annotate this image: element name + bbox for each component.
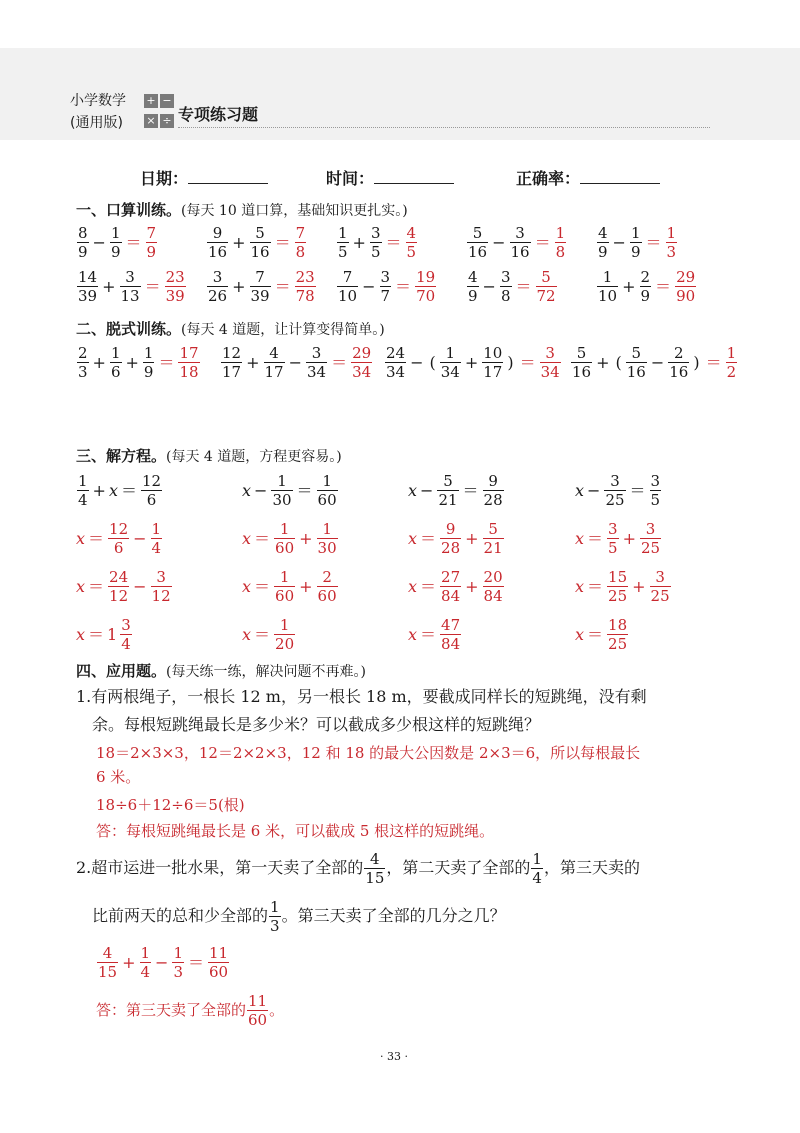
minus-icon: −: [160, 94, 174, 108]
oral-exercise: $\frac{5}{16}$ − $\frac{3}{16}$ ＝ $\frac{1}{8}$: [468, 224, 566, 261]
fraction: $\frac{7}{39}$: [250, 268, 270, 305]
fraction: $\frac{3}{5}$: [650, 472, 661, 509]
header-divider: [178, 127, 710, 128]
fraction: $\frac{7}{8}$: [295, 224, 306, 261]
fraction: $\frac{1}{4}$: [78, 472, 88, 509]
fraction: $\frac{2}{3}$: [78, 344, 88, 381]
equation-step: x ＝ $\frac{24}{12}$ − $\frac{3}{12}$: [76, 568, 171, 605]
operator: +: [102, 276, 116, 296]
fraction: $\frac{2}{16}$: [669, 344, 689, 381]
fraction: $\frac{14}{39}$: [78, 268, 98, 305]
fraction: $\frac{18}{25}$: [608, 616, 628, 653]
fraction: $\frac{1}{4}$: [151, 520, 162, 557]
fraction: $\frac{5}{16}$: [250, 224, 270, 261]
oral-exercise: $\frac{4}{9}$ − $\frac{1}{9}$ ＝ $\frac{1}{3}$: [598, 224, 677, 261]
fraction: $\frac{24}{34}$: [386, 344, 406, 381]
fraction: $\frac{9}{28}$: [441, 520, 461, 557]
variable-x: x: [242, 480, 252, 500]
oral-exercise: $\frac{3}{26}$ + $\frac{7}{39}$ ＝ $\frac{23}{78}$: [208, 268, 315, 305]
equation-step: x ＝ $\frac{9}{28}$ + $\frac{5}{21}$: [408, 520, 503, 557]
expansion-exercise: $\frac{12}{17}$ + $\frac{4}{17}$ − $\frac{3}{34}$ ＝ $\frac{29}{34}$: [222, 344, 372, 381]
fraction: $\frac{7}{9}$: [146, 224, 157, 261]
accuracy-field[interactable]: 正确率：: [516, 166, 660, 189]
oral-exercise: $\frac{9}{16}$ + $\frac{5}{16}$ ＝ $\frac{7}{8}$: [208, 224, 306, 261]
plus-icon: +: [144, 94, 158, 108]
problem-1-answer-line3: 18÷6＋12÷6＝5(根): [96, 796, 245, 814]
variable-x: x: [108, 480, 118, 500]
variable-x: x: [575, 624, 585, 644]
fraction: $\frac{3}{5}$: [370, 224, 381, 261]
variable-x: x: [76, 624, 86, 644]
variable-x: x: [76, 576, 86, 596]
fraction: $\frac{10}{17}$: [483, 344, 503, 381]
fraction: $\frac{3}{13}$: [120, 268, 140, 305]
fraction: $\frac{5}{72}$: [536, 268, 556, 305]
operator: −: [133, 576, 147, 596]
fraction: $\frac{4}{9}$: [468, 268, 478, 305]
fraction: $\frac{1}{2}$: [726, 344, 737, 381]
operator: +: [352, 232, 366, 252]
expansion-exercise: $\frac{24}{34}$ − ( $\frac{1}{34}$ + $\frac{10}{17}$ ) ＝ $\frac{3}{34}$: [386, 344, 560, 381]
oral-exercise: $\frac{4}{9}$ − $\frac{3}{8}$ ＝ $\frac{5}{72}$: [468, 268, 556, 305]
fraction: $\frac{29}{90}$: [676, 268, 696, 305]
operator: −: [482, 276, 496, 296]
operator: −: [612, 232, 626, 252]
oral-exercise: $\frac{7}{10}$ − $\frac{3}{7}$ ＝ $\frac{19}{70}$: [338, 268, 436, 305]
variable-x: x: [242, 576, 252, 596]
fraction: $\frac{4}{5}$: [406, 224, 417, 261]
expansion-exercise: $\frac{2}{3}$ + $\frac{1}{6}$ + $\frac{1}{9}$ ＝ $\frac{17}{18}$: [78, 344, 199, 381]
fraction: $\frac{12}{6}$: [142, 472, 162, 509]
operator: +: [299, 528, 313, 548]
fraction: $\frac{1}{34}$: [440, 344, 460, 381]
fraction: $\frac{1}{60}$: [275, 568, 295, 605]
oral-exercise: $\frac{14}{39}$ + $\frac{3}{13}$ ＝ $\frac{23}{39}$: [78, 268, 185, 305]
operator: −: [362, 276, 376, 296]
fraction: $\frac{3}{12}$: [151, 568, 171, 605]
fraction: $\frac{3}{5}$: [608, 520, 618, 557]
fraction: $\frac{1}{60}$: [317, 472, 337, 509]
fraction: $\frac{23}{39}$: [165, 268, 185, 305]
operator: +: [122, 952, 136, 972]
operator: +: [622, 528, 636, 548]
operator: −: [155, 952, 169, 972]
operator: +: [125, 352, 139, 372]
times-icon: ×: [144, 114, 158, 128]
fraction: $\frac{1}{8}$: [555, 224, 566, 261]
fraction: $\frac{24}{12}$: [109, 568, 129, 605]
equation: x − $\frac{1}{30}$ ＝ $\frac{1}{60}$: [242, 472, 337, 509]
problem-2-line1: 2.超市运进一批水果，第一天卖了全部的 $\frac{4}{15}$ ，第二天卖了全部的 $\frac{1}{4}$ ，第三天卖的: [76, 850, 640, 887]
fraction: $\frac{1}{30}$: [272, 472, 292, 509]
meta-row: [140, 166, 700, 190]
fraction: $\frac{9}{28}$: [483, 472, 503, 509]
variable-x: x: [408, 576, 418, 596]
fraction: $\frac{4}{17}$: [264, 344, 284, 381]
variable-x: x: [575, 480, 585, 500]
book-title: 专项练习题: [178, 105, 259, 124]
equation-solution: x ＝ $\frac{18}{25}$: [575, 616, 628, 653]
operator: +: [92, 480, 106, 500]
fraction: $\frac{7}{10}$: [338, 268, 358, 305]
divide-icon: ÷: [160, 114, 174, 128]
oral-exercise: $\frac{8}{9}$ − $\frac{1}{9}$ ＝ $\frac{7}{9}$: [78, 224, 157, 261]
fraction: $\frac{1}{30}$: [317, 520, 337, 557]
equation-step: x ＝ $\frac{15}{25}$ + $\frac{3}{25}$: [575, 568, 670, 605]
problem-1-answer-line2: 6 米。: [96, 768, 141, 786]
operator: +: [622, 276, 636, 296]
operator: −: [92, 232, 106, 252]
fraction: $\frac{3}{8}$: [500, 268, 511, 305]
section2-title: 二、脱式训练。(每天 4 道题，让计算变得简单。): [76, 320, 385, 338]
fraction: $\frac{5}{16}$: [572, 344, 592, 381]
fraction: $\frac{2}{9}$: [640, 268, 651, 305]
variable-x: x: [575, 576, 585, 596]
fraction: $\frac{3}{26}$: [208, 268, 228, 305]
equation-step: x ＝ $\frac{1}{60}$ + $\frac{1}{30}$: [242, 520, 337, 557]
fraction: $\frac{5}{16}$: [468, 224, 488, 261]
operator: +: [464, 352, 479, 372]
fraction: $\frac{1}{6}$: [110, 344, 121, 381]
fraction: $\frac{5}{21}$: [483, 520, 503, 557]
fraction: $\frac{17}{18}$: [179, 344, 199, 381]
operator: +: [596, 352, 610, 372]
operator: ＝: [188, 952, 205, 972]
fraction: $\frac{1}{9}$: [143, 344, 154, 381]
fraction: $\frac{3}{25}$: [650, 568, 670, 605]
operator: +: [465, 576, 479, 596]
section1-title: 一、口算训练。(每天 10 道口算，基础知识更扎实。): [76, 201, 408, 219]
fraction: $\frac{3}{34}$: [540, 344, 560, 381]
operator: +: [246, 352, 260, 372]
fraction: $\frac{3}{16}$: [510, 224, 530, 261]
fraction: $\frac{19}{70}$: [416, 268, 436, 305]
problem-1-line1: 1.有两根绳子，一根长 12 m，另一根长 18 m，要截成同样长的短跳绳，没有剩: [76, 687, 647, 706]
oral-exercise: $\frac{1}{5}$ + $\frac{3}{5}$ ＝ $\frac{4}{5}$: [338, 224, 417, 261]
equation-step: x ＝ $\frac{3}{5}$ + $\frac{3}{25}$: [575, 520, 661, 557]
operator: −: [587, 480, 601, 500]
problem-2-line2: 比前两天的总和少全部的 $\frac{1}{3}$ 。第三天卖了全部的几分之几？: [92, 898, 506, 935]
fraction: $\frac{1}{3}$: [270, 898, 280, 935]
fraction: $\frac{27}{84}$: [441, 568, 461, 605]
edition-label: (通用版): [70, 115, 123, 131]
operator-icons: [144, 92, 176, 130]
fraction: $\frac{3}{25}$: [641, 520, 661, 557]
fraction: $\frac{4}{15}$: [365, 850, 385, 887]
variable-x: x: [408, 624, 418, 644]
operator: −: [254, 480, 268, 500]
oral-exercise: $\frac{1}{10}$ + $\frac{2}{9}$ ＝ $\frac{29}{90}$: [598, 268, 696, 305]
operator: +: [232, 276, 246, 296]
page-number: · 33 ·: [380, 1050, 408, 1063]
expansion-exercise: $\frac{5}{16}$ + ( $\frac{5}{16}$ − $\frac{2}{16}$ ) ＝ $\frac{1}{2}$: [572, 344, 737, 381]
equation-step: x ＝ $\frac{12}{6}$ − $\frac{1}{4}$: [76, 520, 162, 557]
fraction: $\frac{1}{4}$: [532, 850, 542, 887]
fraction: $\frac{1}{3}$: [173, 944, 183, 981]
fraction: $\frac{8}{9}$: [78, 224, 88, 261]
equation: $\frac{1}{4}$ + x ＝ $\frac{12}{6}$: [78, 472, 162, 509]
operator: −: [650, 352, 665, 372]
variable-x: x: [575, 528, 585, 548]
fraction: $\frac{4}{9}$: [598, 224, 608, 261]
fraction: $\frac{3}{4}$: [121, 616, 131, 653]
problem-1-answer-line4: 答：每根短跳绳最长是 6 米，可以截成 5 根这样的短跳绳。: [96, 822, 495, 840]
equation-solution: x ＝ $\frac{47}{84}$: [408, 616, 461, 653]
variable-x: x: [76, 528, 86, 548]
operator: +: [232, 232, 246, 252]
subject-label: 小学数学: [70, 93, 126, 109]
operator: +: [465, 528, 479, 548]
operator: −: [492, 232, 506, 252]
problem-2-answer: 答：第三天卖了全部的 $\frac{11}{60}$ 。: [96, 992, 285, 1029]
operator: −: [133, 528, 147, 548]
equation-step: x ＝ $\frac{1}{60}$ + $\frac{2}{60}$: [242, 568, 337, 605]
operator: −: [410, 352, 424, 372]
variable-x: x: [242, 528, 252, 548]
fraction: $\frac{4}{15}$: [98, 944, 118, 981]
fraction: $\frac{20}{84}$: [483, 568, 503, 605]
variable-x: x: [408, 480, 418, 500]
fraction: $\frac{2}{60}$: [317, 568, 337, 605]
fraction: $\frac{5}{16}$: [626, 344, 646, 381]
problem-2-calculation: [96, 944, 230, 981]
fraction: $\frac{3}{25}$: [605, 472, 625, 509]
equation-solution: x ＝ 1 $\frac{3}{4}$: [76, 616, 131, 653]
fraction: $\frac{1}{20}$: [275, 616, 295, 653]
equation: x − $\frac{5}{21}$ ＝ $\frac{9}{28}$: [408, 472, 503, 509]
fraction: $\frac{1}{10}$: [598, 268, 618, 305]
operator: −: [420, 480, 434, 500]
fraction: $\frac{15}{25}$: [608, 568, 628, 605]
fraction: $\frac{12}{6}$: [109, 520, 129, 557]
fraction: $\frac{1}{60}$: [275, 520, 295, 557]
problem-1-line2: 余。每根短跳绳最长是多少米？可以截成多少根这样的短跳绳？: [92, 715, 541, 734]
operator: +: [299, 576, 313, 596]
fraction: $\frac{3}{34}$: [307, 344, 327, 381]
fraction: $\frac{1}{5}$: [338, 224, 348, 261]
equation: x − $\frac{3}{25}$ ＝ $\frac{3}{5}$: [575, 472, 661, 509]
fraction: $\frac{5}{21}$: [438, 472, 458, 509]
problem-1-answer-line1: 18＝2×3×3，12＝2×2×3，12 和 18 的最大公因数是 2×3＝6，所以每根最长: [96, 744, 641, 762]
fraction: $\frac{23}{78}$: [295, 268, 315, 305]
equation-solution: x ＝ $\frac{1}{20}$: [242, 616, 295, 653]
fraction: $\frac{12}{17}$: [222, 344, 242, 381]
fraction: $\frac{29}{34}$: [352, 344, 372, 381]
fraction: $\frac{11}{60}$: [209, 944, 229, 981]
operator: +: [632, 576, 646, 596]
section3-title: 三、解方程。(每天 4 道题，方程更容易。): [76, 447, 342, 465]
fraction: $\frac{1}{3}$: [666, 224, 677, 261]
operator: +: [92, 352, 106, 372]
operator: −: [288, 352, 302, 372]
date-field[interactable]: 日期：: [140, 166, 268, 189]
fraction: $\frac{1}{9}$: [630, 224, 641, 261]
fraction: $\frac{1}{4}$: [140, 944, 151, 981]
fraction: $\frac{1}{9}$: [110, 224, 121, 261]
time-field[interactable]: 时间：: [326, 166, 454, 189]
variable-x: x: [408, 528, 418, 548]
variable-x: x: [242, 624, 252, 644]
fraction: $\frac{3}{7}$: [380, 268, 391, 305]
section4-title: 四、应用题。(每天练一练，解决问题不再难。): [76, 662, 366, 680]
fraction: $\frac{9}{16}$: [208, 224, 228, 261]
equation-step: x ＝ $\frac{27}{84}$ + $\frac{20}{84}$: [408, 568, 503, 605]
fraction: $\frac{47}{84}$: [441, 616, 461, 653]
fraction: $\frac{11}{60}$: [248, 992, 268, 1029]
